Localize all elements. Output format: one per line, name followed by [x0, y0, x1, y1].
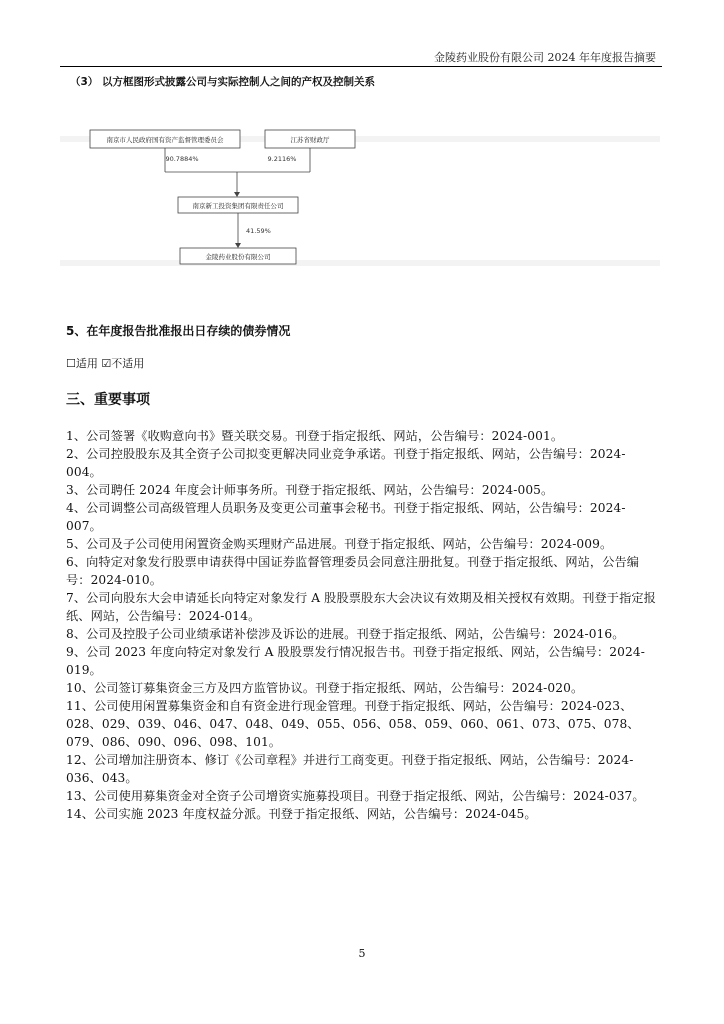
list-item: 10、公司签订募集资金三方及四方监管协议。刊登于指定报纸、网站，公告编号：2024-020。	[66, 681, 584, 695]
header-divider	[60, 66, 662, 67]
list-item: 5、公司及子公司使用闲置资金购买理财产品进展。刊登于指定报纸、网站，公告编号：2024-009。	[66, 537, 613, 551]
box-sasac-label: 南京市人民政府国有资产监督管理委员会	[106, 136, 224, 144]
list-item: 1、公司签署《收购意向书》暨关联交易。刊登于指定报纸、网站，公告编号：2024-001。	[66, 429, 564, 443]
section3-title: 三、重要事项	[66, 392, 150, 408]
list-item: 13、公司使用募集资金对全资子公司增资实施募投项目。刊登于指定报纸、网站，公告编号：2024-037。	[66, 789, 645, 803]
list-item: 14、公司实施 2023 年度权益分派。刊登于指定报纸、网站，公告编号：2024-045。	[66, 807, 537, 821]
box-jiangsu-label: 江苏省财政厅	[290, 136, 330, 144]
ownership-subheading: （3） 以方框图形式披露公司与实际控制人之间的产权及控制关系	[70, 76, 375, 88]
box-group-label: 南京新工投资集团有限责任公司	[192, 202, 284, 210]
section5-title: 5、在年度报告批准报出日存续的债券情况	[66, 324, 291, 338]
arrow-to-company	[235, 243, 241, 248]
box-company-label: 金陵药业股份有限公司	[205, 253, 271, 261]
pct-group: 41.59%	[246, 227, 271, 235]
list-item: 3、公司聘任 2024 年度会计师事务所。刊登于指定报纸、网站，公告编号：2024-005。	[66, 483, 554, 497]
page-header-title: 金陵药业股份有限公司 2024 年年度报告摘要	[434, 51, 656, 64]
pct-jiangsu: 9.2116%	[267, 155, 297, 163]
section5-applicability: ☐适用 ☑不适用	[66, 357, 145, 370]
pct-sasac: 90.7884%	[165, 155, 199, 163]
list-item: 4、公司调整公司高级管理人员职务及变更公司董事会秘书。刊登于指定报纸、网站，公告编号：2024-007。	[66, 501, 626, 533]
list-item: 9、公司 2023 年度向特定对象发行 A 股股票发行情况报告书。刊登于指定报纸、网站，公告编号：2024-019。	[66, 645, 645, 677]
list-item: 12、公司增加注册资本、修订《公司章程》并进行工商变更。刊登于指定报纸、网站，公告编号：2024-036、043。	[66, 753, 634, 785]
list-item: 7、公司向股东大会申请延长向特定对象发行 A 股股票股东大会决议有效期及相关授权有效期。刊登于指定报纸、网站，公告编号：2024-014。	[66, 591, 656, 623]
arrow-to-group	[234, 192, 240, 197]
ownership-diagram	[60, 110, 660, 280]
list-item: 6、向特定对象发行股票申请获得中国证券监督管理委员会同意注册批复。刊登于指定报纸、网站，公告编号：2024-010。	[66, 555, 640, 587]
list-item: 2、公司控股股东及其全资子公司拟变更解决同业竞争承诺。刊登于指定报纸、网站，公告编号：2024-004。	[66, 447, 626, 479]
diagram-watermark-bottom	[60, 260, 660, 266]
list-item: 11、公司使用闲置募集资金和自有资金进行现金管理。刊登于指定报纸、网站，公告编号：2024-023、028、029、039、046、047、048、049、055、056、058、059、060、061、073、075、078、079、086、090、096、098、101。	[66, 699, 640, 749]
list-item: 8、公司及控股子公司业绩承诺补偿涉及诉讼的进展。刊登于指定报纸、网站，公告编号：2024-016。	[66, 627, 625, 641]
important-matters-list	[66, 427, 660, 823]
page-number: 5	[358, 947, 366, 960]
